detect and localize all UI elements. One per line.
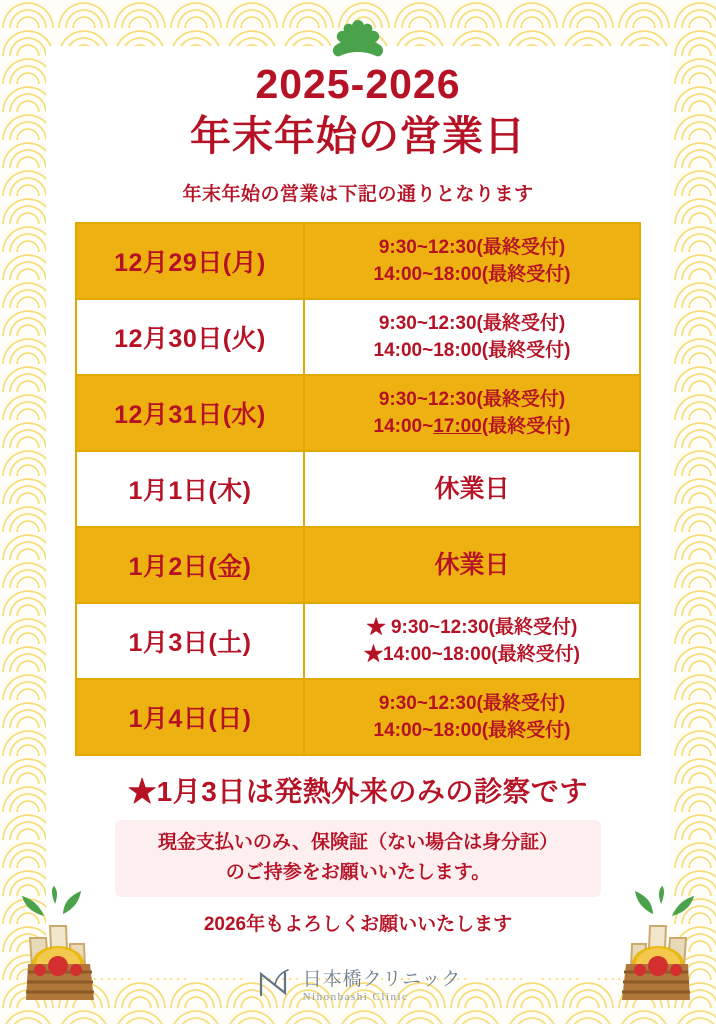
hours-line-2: 14:00~18:00(最終受付) [373, 720, 571, 742]
title-year: 2025-2026 [255, 61, 461, 107]
schedule-table [75, 222, 641, 756]
table-row [77, 224, 639, 300]
poster-title [0, 62, 716, 162]
payment-note-line-1: 現金支払いのみ、保険証（ない場合は身分証） [157, 832, 559, 854]
closing-greeting: 2026年もよろしくお願いいたします [203, 914, 513, 936]
fever-clinic-note: ★1月3日は発熱外来のみの診察です [128, 776, 588, 808]
hours-line-1: 9:30~12:30(最終受付) [378, 312, 566, 334]
row-date: 1月3日(土) [77, 604, 305, 678]
hours-line-2-suffix: (最終受付) [481, 416, 571, 438]
table-row [77, 680, 639, 754]
clinic-name [303, 969, 462, 1003]
row-date: 1月1日(木) [77, 452, 305, 526]
closed-label: 休業日 [434, 551, 510, 580]
hours-line-1: 9:30~12:30(最終受付) [378, 388, 566, 410]
row-hours [305, 604, 639, 678]
row-hours [305, 376, 639, 450]
hours-line-2: 14:00~18:00(最終受付) [373, 264, 571, 286]
hours-line-1: 9:30~12:30(最終受付) [378, 236, 566, 258]
row-hours [305, 452, 639, 526]
poster-subtitle: 年末年始の営業は下記の通りとなります [182, 184, 534, 206]
row-hours [305, 300, 639, 374]
table-row [77, 604, 639, 680]
row-hours [305, 528, 639, 602]
row-hours [305, 224, 639, 298]
clinic-logo [0, 967, 716, 1006]
hours-line-2: ★14:00~18:00(最終受付) [364, 644, 580, 666]
payment-note-box [115, 820, 601, 897]
table-row [77, 376, 639, 452]
row-date: 12月30日(火) [77, 300, 305, 374]
hours-line-2-prefix: 14:00~ [373, 416, 434, 438]
closed-label: 休業日 [434, 475, 510, 504]
row-date: 1月2日(金) [77, 528, 305, 602]
row-date: 1月4日(日) [77, 680, 305, 754]
hours-line-2: 14:00~18:00(最終受付) [373, 340, 571, 362]
hours-line-2-underlined-time: 17:00 [433, 416, 482, 438]
clinic-name-jp: 日本橋クリニック [302, 969, 462, 991]
hours-line-2 [374, 413, 571, 441]
row-hours [305, 680, 639, 754]
title-main: 年末年始の営業日 [190, 113, 526, 160]
payment-note-line-2: のご持参をお願いいたします。 [225, 861, 491, 883]
clinic-name-en: Nihonbashi Clinic [302, 991, 409, 1004]
table-row [77, 452, 639, 528]
row-date: 12月29日(月) [77, 224, 305, 298]
n-monogram-icon [255, 967, 295, 1006]
pine-sprig-icon [0, 18, 716, 60]
table-row [77, 528, 639, 604]
row-date: 12月31日(水) [77, 376, 305, 450]
hours-line-1: ★ 9:30~12:30(最終受付) [366, 616, 578, 638]
table-row [77, 300, 639, 376]
hours-line-1: 9:30~12:30(最終受付) [378, 692, 566, 714]
